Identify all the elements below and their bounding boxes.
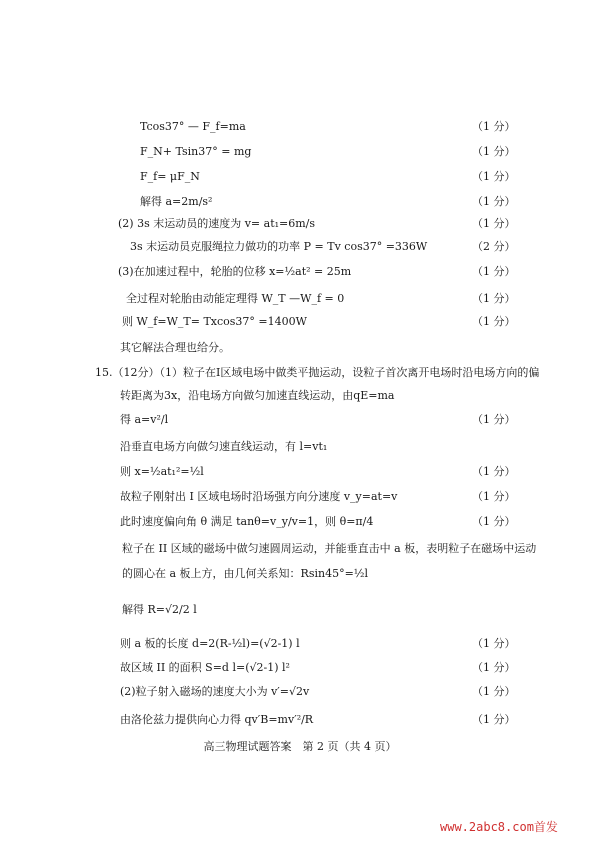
answer-text: 由洛伦兹力提供向心力得 qv′B=mv′²/R bbox=[120, 713, 314, 726]
score-points: （1 分） bbox=[472, 265, 516, 278]
answer-line bbox=[0, 540, 600, 558]
score-points: （1 分） bbox=[472, 195, 516, 208]
answer-text: 故粒子刚射出 I 区域电场时沿场强方向分速度 v_y=at=v bbox=[120, 490, 398, 503]
answer-line bbox=[0, 463, 600, 481]
score-points: （1 分） bbox=[472, 315, 516, 328]
answer-text: 转距离为3x，沿电场方向做匀加速直线运动，由qE=ma bbox=[120, 389, 395, 402]
answer-text: 则 x=½at₁²=½l bbox=[120, 465, 204, 478]
answer-line bbox=[0, 215, 600, 233]
answer-line bbox=[0, 118, 600, 136]
score-points: （1 分） bbox=[472, 661, 516, 674]
answer-text: (2) 3s 末运动员的速度为 v= at₁=6m/s bbox=[118, 217, 316, 230]
answer-line bbox=[0, 143, 600, 161]
watermark: www.2abc8.com首发 bbox=[440, 820, 558, 834]
answer-line bbox=[0, 438, 600, 456]
score-points: （1 分） bbox=[472, 637, 516, 650]
score-points: （2 分） bbox=[472, 240, 516, 253]
score-points: （1 分） bbox=[472, 292, 516, 305]
score-points: （1 分） bbox=[472, 490, 516, 503]
score-points: （1 分） bbox=[472, 413, 516, 426]
answer-line bbox=[0, 683, 600, 701]
answer-line bbox=[0, 387, 600, 405]
answer-text: 沿垂直电场方向做匀速直线运动，有 l=vt₁ bbox=[120, 440, 328, 453]
answer-line bbox=[0, 263, 600, 281]
answer-line bbox=[0, 290, 600, 308]
score-points: （1 分） bbox=[472, 465, 516, 478]
score-points: （1 分） bbox=[472, 685, 516, 698]
answer-line bbox=[0, 168, 600, 186]
answer-text: 的圆心在 a 板上方，由几何关系知：Rsin45°=½l bbox=[122, 567, 368, 580]
answer-line bbox=[0, 313, 600, 331]
answer-text: Tcos37° — F_f=ma bbox=[140, 120, 246, 133]
answer-line bbox=[0, 488, 600, 506]
answer-text: 全过程对轮胎由动能定理得 W_T —W_f = 0 bbox=[126, 292, 345, 305]
score-points: （1 分） bbox=[472, 120, 516, 133]
answer-line bbox=[0, 364, 600, 382]
answer-text: (3)在加速过程中，轮胎的位移 x=½at² = 25m bbox=[118, 265, 352, 278]
answer-line bbox=[0, 193, 600, 211]
score-points: （1 分） bbox=[472, 217, 516, 230]
answer-text: 解得 a=2m/s² bbox=[140, 195, 213, 208]
answer-text: 得 a=v²/l bbox=[120, 413, 169, 426]
answer-line bbox=[0, 411, 600, 429]
answer-text: 此时速度偏向角 θ 满足 tanθ=v_y/v=1，则 θ=π/4 bbox=[120, 515, 374, 528]
score-points: （1 分） bbox=[472, 145, 516, 158]
answer-line bbox=[0, 635, 600, 653]
answer-text: 则 a 板的长度 d=2(R-½l)=(√2-1) l bbox=[120, 637, 300, 650]
answer-text: 粒子在 II 区域的磁场中做匀速圆周运动，并能垂直击中 a 板，表明粒子在磁场中运动 bbox=[122, 542, 537, 555]
answer-line bbox=[0, 601, 600, 619]
answer-text: 解得 R=√2/2 l bbox=[122, 603, 197, 616]
score-points: （1 分） bbox=[472, 170, 516, 183]
answer-text: 3s 末运动员克服绳拉力做功的功率 P = Tv cos37° =336W bbox=[130, 240, 428, 253]
answer-text: (2)粒子射入磁场的速度大小为 v′=√2v bbox=[120, 685, 310, 698]
page-footer: 高三物理试题答案 第 2 页（共 4 页） bbox=[203, 740, 397, 753]
answer-line bbox=[0, 711, 600, 729]
answer-line bbox=[0, 659, 600, 677]
answer-line bbox=[0, 513, 600, 531]
answer-line bbox=[0, 339, 600, 357]
answer-text: F_f= μF_N bbox=[140, 170, 200, 183]
answer-line bbox=[0, 238, 600, 256]
answer-text: 故区域 II 的面积 S=d l=(√2-1) l² bbox=[120, 661, 290, 674]
answer-text: F_N+ Tsin37° = mg bbox=[140, 145, 252, 158]
score-points: （1 分） bbox=[472, 515, 516, 528]
score-points: （1 分） bbox=[472, 713, 516, 726]
answer-text: 15.（12分）（1）粒子在I区域电场中做类平抛运动，设粒子首次离开电场时沿电场方向的偏 bbox=[95, 366, 540, 379]
answer-text: 则 W_f=W_T= Txcos37° =1400W bbox=[122, 315, 307, 328]
answer-text: 其它解法合理也给分。 bbox=[120, 341, 230, 354]
answer-line bbox=[0, 565, 600, 583]
